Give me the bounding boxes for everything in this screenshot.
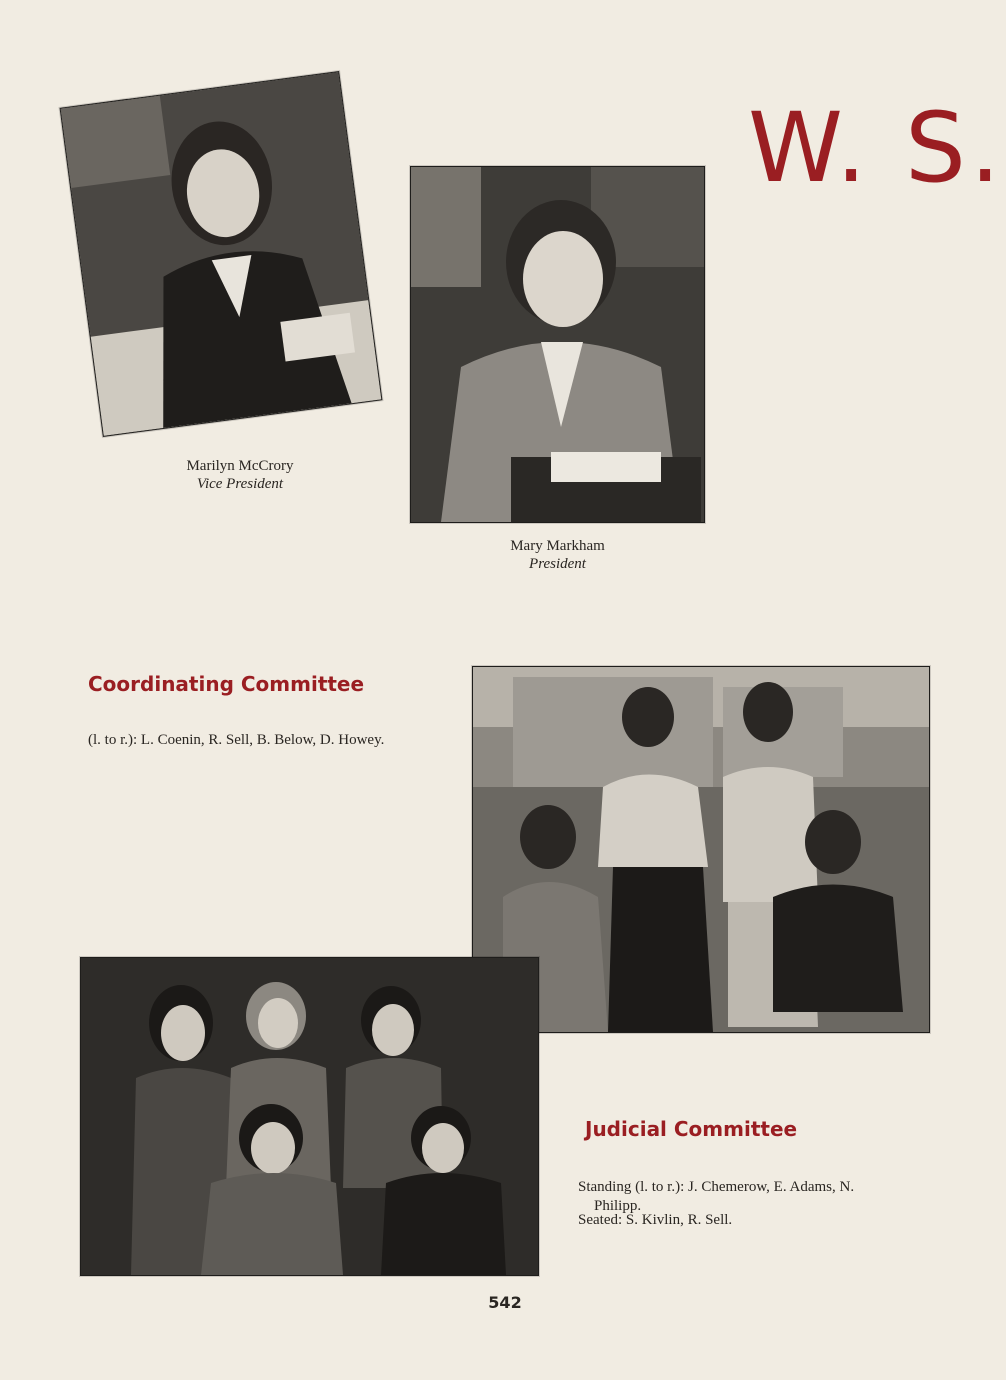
coordinating-committee-members: (l. to r.): L. Coenin, R. Sell, B. Below, D. Howey. <box>88 732 385 748</box>
vice-president-caption <box>150 457 330 493</box>
officer-role: President <box>529 556 586 572</box>
coordinating-committee-photo <box>472 666 930 1033</box>
page-number: 542 <box>488 1293 522 1312</box>
president-photo <box>410 166 705 523</box>
president-caption <box>470 537 645 573</box>
officer-role: Vice President <box>196 476 284 492</box>
section-title: W. S. <box>748 92 1005 204</box>
standing-line: Standing (l. to r.): J. Chemerow, E. Adams, N. <box>578 1179 855 1195</box>
officer-name: Mary Markham <box>510 538 605 554</box>
vice-president-photo <box>60 71 383 437</box>
judicial-committee-heading: Judicial Committee <box>585 1117 798 1141</box>
judicial-committee-seated: Seated: S. Kivlin, R. Sell. <box>578 1212 733 1228</box>
officer-name: Marilyn McCrory <box>186 458 294 474</box>
coordinating-committee-heading: Coordinating Committee <box>88 672 365 696</box>
judicial-committee-photo <box>80 957 539 1276</box>
standing-line: Philipp. <box>594 1198 642 1214</box>
